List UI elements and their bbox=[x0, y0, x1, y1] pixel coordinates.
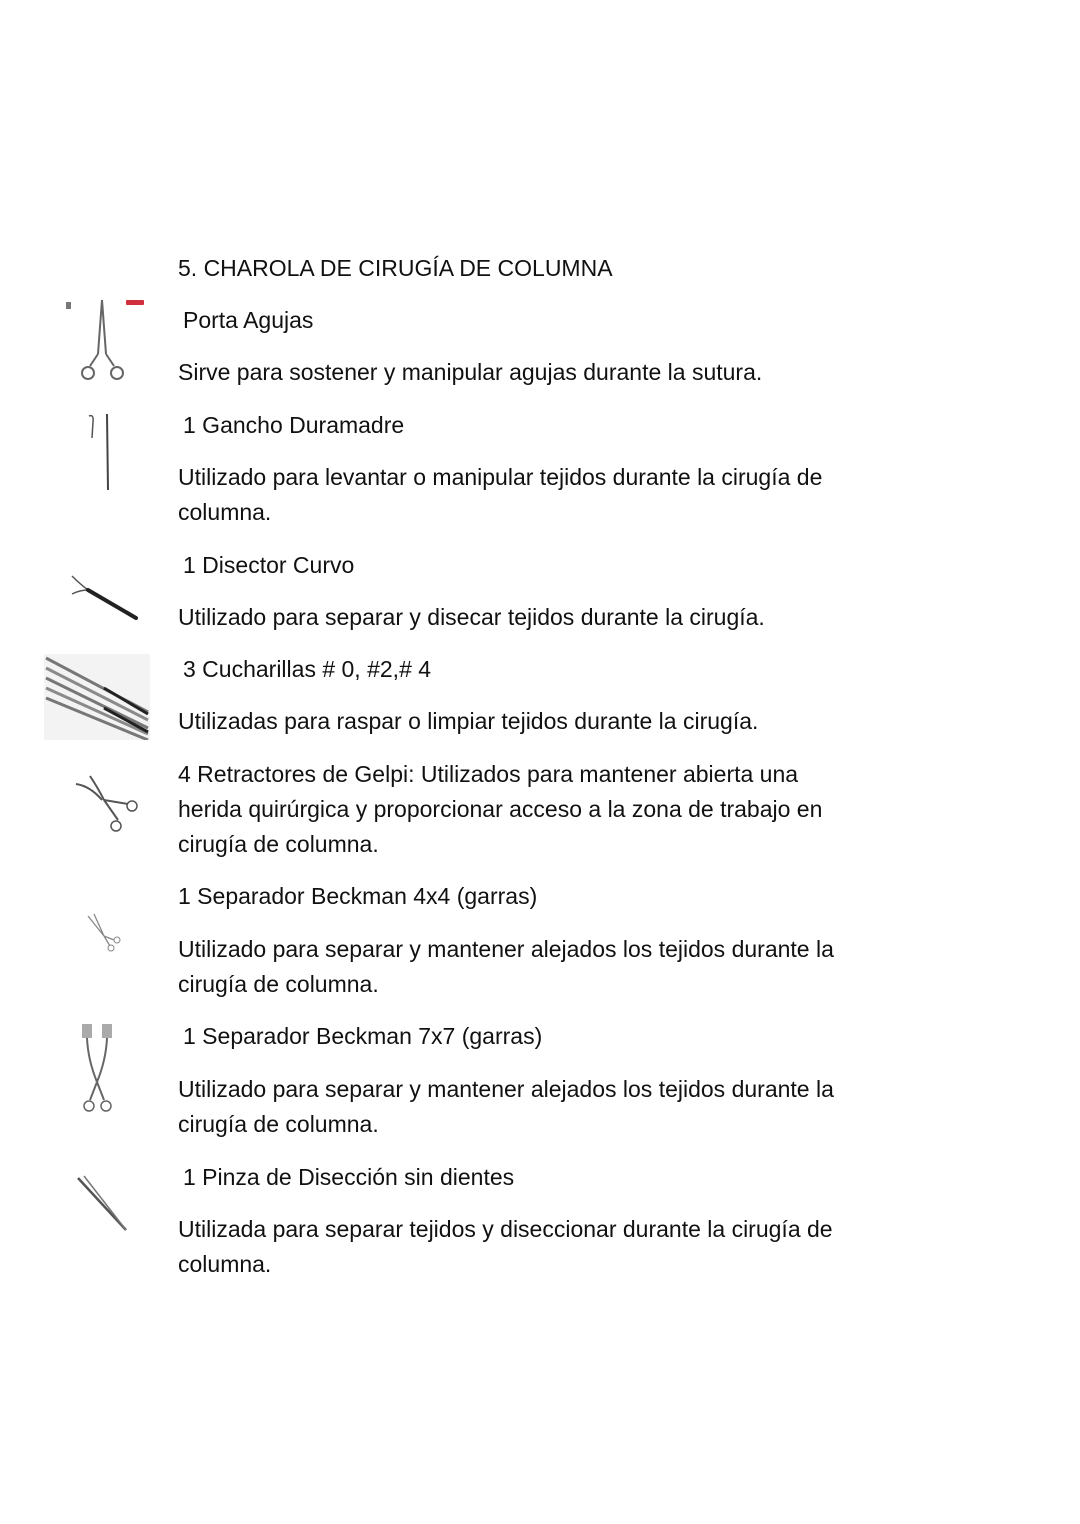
instrument-description: herida quirúrgica y proporcionar acceso a la zona de trabajo en bbox=[178, 796, 823, 822]
page-title: 5. CHAROLA DE CIRUGÍA DE COLUMNA bbox=[178, 255, 613, 281]
instrument-description: Utilizada para separar tejidos y diseccionar durante la cirugía de bbox=[178, 1216, 833, 1242]
dissecting-forceps-icon bbox=[74, 1174, 130, 1234]
curved-dissector-icon bbox=[66, 570, 142, 624]
instrument-name: 4 Retractores de Gelpi: Utilizados para mantener abierta una bbox=[178, 761, 799, 787]
instrument-name: 1 Disector Curvo bbox=[183, 552, 355, 578]
instrument-description: Utilizado para separar y mantener alejados los tejidos durante la bbox=[178, 936, 834, 962]
instrument-description: Utilizado para separar y disecar tejidos durante la cirugía. bbox=[178, 604, 765, 630]
instrument-name: 3 Cucharillas # 0, #2,# 4 bbox=[183, 656, 432, 682]
instrument-description: Utilizado para levantar o manipular tejidos durante la cirugía de bbox=[178, 464, 823, 490]
instrument-description: cirugía de columna. bbox=[178, 831, 379, 857]
dura-hook-icon bbox=[78, 408, 118, 494]
instrument-name: 1 Pinza de Disección sin dientes bbox=[183, 1164, 515, 1190]
needle-holder-icon bbox=[60, 296, 150, 384]
curettes-icon bbox=[44, 654, 150, 740]
beckman-retractor-large-icon bbox=[78, 1020, 118, 1116]
beckman-retractor-small-icon bbox=[84, 912, 124, 952]
instrument-description: cirugía de columna. bbox=[178, 1111, 379, 1137]
instrument-description: columna. bbox=[178, 499, 272, 525]
instrument-description: Utilizadas para raspar o limpiar tejidos durante la cirugía. bbox=[178, 708, 759, 734]
instrument-description: Sirve para sostener y manipular agujas durante la sutura. bbox=[178, 359, 763, 385]
instrument-name: 1 Separador Beckman 4x4 (garras) bbox=[178, 883, 538, 909]
instrument-description: Utilizado para separar y mantener alejados los tejidos durante la bbox=[178, 1076, 834, 1102]
instrument-description: cirugía de columna. bbox=[178, 971, 379, 997]
gelpi-retractor-icon bbox=[70, 770, 144, 836]
instrument-name: Porta Agujas bbox=[183, 307, 314, 333]
instrument-name: 1 Gancho Duramadre bbox=[183, 412, 405, 438]
instrument-name: 1 Separador Beckman 7x7 (garras) bbox=[183, 1023, 543, 1049]
instrument-description: columna. bbox=[178, 1251, 272, 1277]
